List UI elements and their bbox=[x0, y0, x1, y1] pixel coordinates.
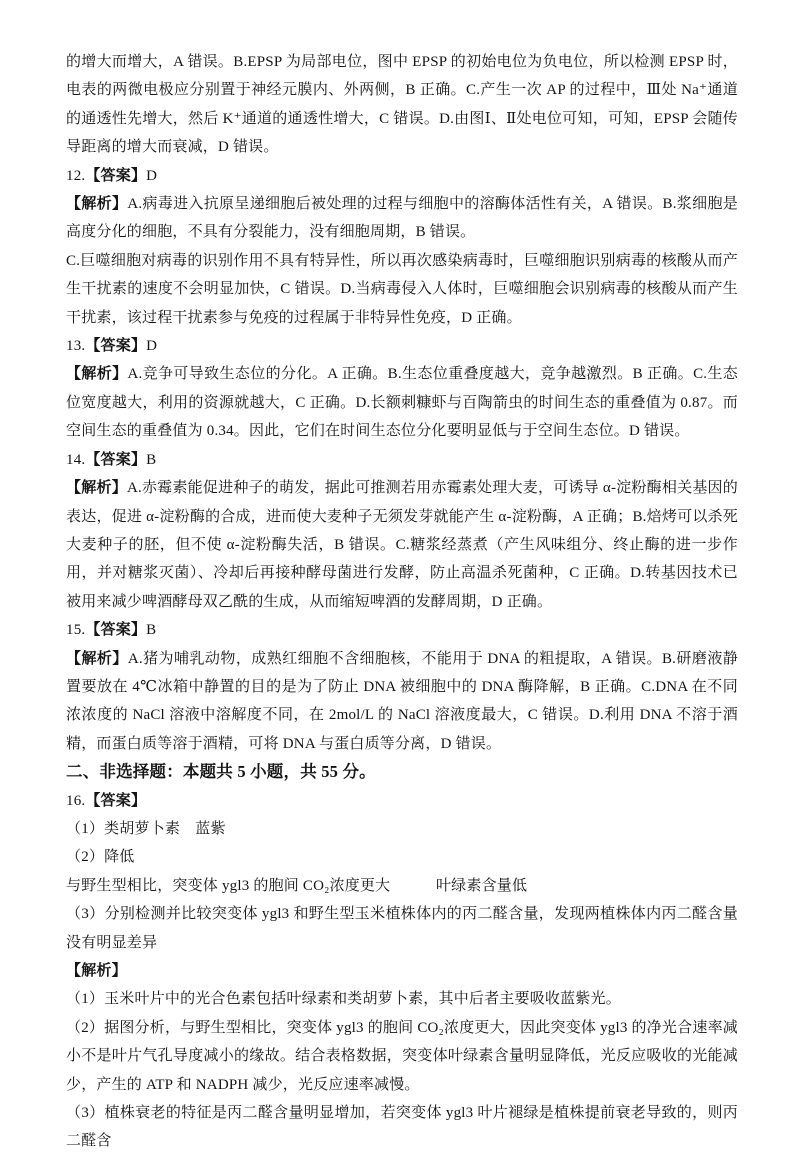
q16-answer-label: 【答案】 bbox=[85, 792, 147, 809]
q12-analysis-label: 【解析】 bbox=[66, 196, 128, 213]
q14-answer-label: 【答案】 bbox=[85, 451, 147, 468]
q14-analysis-label: 【解析】 bbox=[66, 480, 127, 497]
q16-analysis-label: 【解析】 bbox=[66, 963, 127, 979]
q13-analysis-paragraph bbox=[66, 360, 738, 445]
q16-number: 16. bbox=[66, 792, 86, 809]
q14-analysis-paragraph bbox=[66, 474, 738, 616]
q16-answer-item-2: （2）降低 bbox=[66, 849, 135, 866]
q13-analysis-text: A.竞争可导致生态位的分化。A 正确。B.生态位重叠度越大，竞争越激烈。B 正确。C.生态位宽度越大，利用的资源就越大，C 正确。D.长额刺糠虾与百陶箭虫的时间生态的重叠值为 0.87。而空间生态的重叠值为 0.34。因此，它们在时间生态位分化要明显低与于空间生态位。D 错误。 bbox=[66, 366, 738, 440]
q15-number: 15. bbox=[66, 622, 86, 639]
q12-analysis-paragraph-2: C.巨噬细胞对病毒的识别作用不具有特异性，所以再次感染病毒时，巨噬细胞识别病毒的核酸从而产生干扰素的速度不会明显加快，C 错误。D.当病毒侵入人体时，巨噬细胞会识别病毒的核酸从而产生干扰素，该过程干扰素参与免疫的过程属于非特异性免疫，D 正确。 bbox=[66, 252, 738, 326]
q12-number: 12. bbox=[66, 167, 86, 184]
q16-answer-item-2-supplement: 与野生型相比，突变体 ygl3 的胞间 CO₂浓度更大 叶绿素含量低 bbox=[66, 877, 528, 894]
q13-analysis-label: 【解析】 bbox=[66, 366, 128, 383]
q12-answer-value: D bbox=[146, 167, 158, 184]
q12-answer-line bbox=[66, 162, 738, 190]
q16-answer-item-1: （1）类胡萝卜素 蓝紫 bbox=[66, 820, 226, 837]
q15-answer-line bbox=[66, 616, 738, 644]
q16-answer-item-3: （3）分别检测并比较突变体 ygl3 和野生型玉米植株体内的丙二醛含量，发现两植株体内丙二醛含量没有明显差异 bbox=[66, 906, 738, 951]
q13-number: 13. bbox=[66, 338, 86, 355]
q13-answer-line bbox=[66, 332, 738, 360]
q14-answer-line bbox=[66, 446, 738, 474]
q16-analysis-item-1: （1）玉米叶片中的光合色素包括叶绿素和类胡萝卜素，其中后者主要吸收蓝紫光。 bbox=[66, 991, 621, 1008]
q14-number: 14. bbox=[66, 451, 86, 468]
q15-analysis-paragraph bbox=[66, 645, 738, 759]
q11-analysis-continuation: 的增大而增大，A 错误。B.EPSP 为局部电位，图中 EPSP 的初始电位为负电位，所以检测 EPSP 时，电表的两微电极应分别置于神经元膜内、外两侧，B 正确。C.产生一次 AP 的过程中，Ⅲ处 Na⁺通道的通透性先增大，然后 K⁺通道的通透性增大，C 错误。D.由图Ⅰ、Ⅱ处电位可知，可知，EPSP 会随传导距离的增大而衰减，D 错误。 bbox=[66, 54, 738, 156]
q16-analysis-label-line bbox=[66, 957, 738, 985]
q13-answer-value: D bbox=[146, 338, 158, 355]
q13-answer-label: 【答案】 bbox=[85, 338, 147, 355]
q16-analysis-item-3: （3）植株衰老的特征是丙二醛含量明显增加，若突变体 ygl3 叶片褪绿是植株提前衰老导致的，则丙二醛含 bbox=[66, 1105, 738, 1150]
q14-analysis-text: A.赤霉素能促进种子的萌发，据此可推测若用赤霉素处理大麦，可诱导 α-淀粉酶相关基因的表达，促进 α-淀粉酶的合成，进而使大麦种子无须发芽就能产生 α-淀粉酶，A 正确；B.焙烤可以杀死大麦种子的胚，但不使 α-淀粉酶失活，B 错误。C.糖浆经蒸煮（产生风味组分、终止酶的进一步作用，并对糖浆灭菌）、冷却后再接种酵母菌进行发酵，防止高温杀死菌种，C 正确。D.转基因技术已被用来减少啤酒酵母双乙酰的生成，从而缩短啤酒的发酵周期，D 正确。 bbox=[66, 480, 738, 610]
q16-answer-line bbox=[66, 787, 738, 815]
q15-analysis-label: 【解析】 bbox=[66, 650, 128, 667]
q12-answer-label: 【答案】 bbox=[85, 167, 147, 184]
q14-answer-value: B bbox=[146, 451, 157, 468]
q15-analysis-text: A.猪为哺乳动物，成熟红细胞不含细胞核，不能用于 DNA 的粗提取，A 错误。B.研磨液静置要放在 4℃冰箱中静置的目的是为了防止 DNA 被细胞中的 DNA 酶降解，B 正确。C.DNA 在不同浓浓度的 NaCl 溶液中溶解度不同，在 2mol/L 的 NaCl 溶液度最大，C 错误。D.利用 DNA 不溶于酒精，而蛋白质等溶于酒精，可将 DNA 与蛋白质等分离，D 错误。 bbox=[66, 650, 738, 752]
q16-analysis-item-2: （2）据图分析，与野生型相比，突变体 ygl3 的胞间 CO₂浓度更大，因此突变体 ygl3 的净光合速率减小不是叶片气孔导度减小的缘故。结合表格数据，突变体叶绿素含量明显降低，光反应吸收的光能减少，产生的 ATP 和 NADPH 减少，光反应速率减慢。 bbox=[66, 1019, 738, 1093]
section-2-header: 二、非选择题：本题共 5 小题，共 55 分。 bbox=[66, 762, 376, 782]
q15-answer-label: 【答案】 bbox=[85, 622, 147, 639]
q12-analysis-paragraph-1 bbox=[66, 190, 738, 247]
q15-answer-value: B bbox=[146, 622, 157, 639]
q12-analysis-text-1: A.病毒进入抗原呈递细胞后被处理的过程与细胞中的溶酶体活性有关，A 错误。B.浆细胞是高度分化的细胞，不具有分裂能力，没有细胞周期，B 错误。 bbox=[66, 196, 738, 241]
